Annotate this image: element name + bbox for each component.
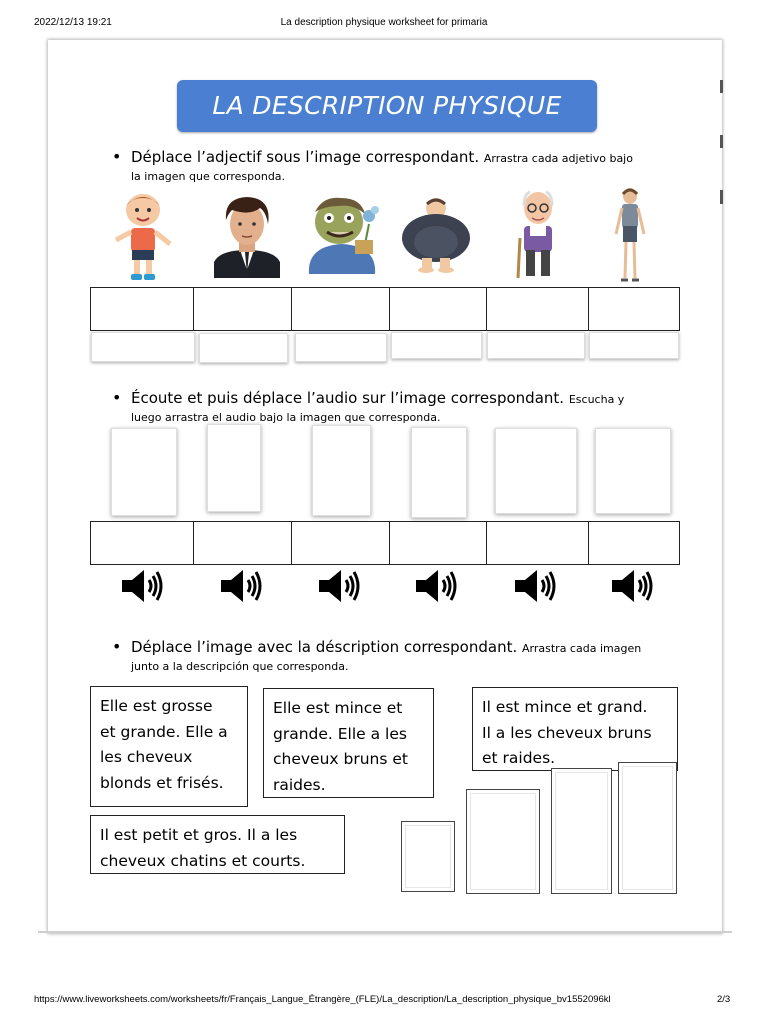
bullet: • bbox=[112, 388, 122, 407]
speaker-icon[interactable] bbox=[219, 568, 263, 604]
audio-cell-2[interactable] bbox=[193, 521, 292, 565]
audio-image-card-6[interactable] bbox=[595, 428, 671, 514]
edge-tick bbox=[720, 190, 723, 204]
description-box-3 bbox=[472, 687, 678, 771]
boy-figure bbox=[112, 188, 174, 282]
speaker-icon[interactable] bbox=[120, 568, 164, 604]
description-line: Il est petit et gros. Il a les bbox=[100, 826, 298, 844]
description-line: Il a les cheveux bruns bbox=[482, 723, 652, 742]
audio-image-card-5[interactable] bbox=[495, 428, 577, 514]
print-url: https://www.liveworksheets.com/worksheets/fr/Français_Langue_Étrangère_(FLE)/La_description/La_description_physique_bv1552096kl bbox=[34, 994, 611, 1005]
audio-cell-1[interactable] bbox=[90, 521, 194, 565]
instruction-2-es-rest: luego arrastra el audio bajo la imagen que corresponda. bbox=[131, 411, 441, 424]
instruction-3-es-rest: junto a la descripción que corresponda. bbox=[131, 660, 349, 673]
instruction-1-es-rest: la imagen que corresponda. bbox=[131, 170, 286, 183]
print-date: 2022/12/13 19:21 bbox=[34, 17, 112, 28]
adjective-drag-box-1[interactable] bbox=[91, 332, 195, 362]
description-line: Elle est grosse bbox=[100, 697, 213, 715]
adjective-cell-2[interactable] bbox=[193, 287, 292, 331]
description-line: raides. bbox=[273, 775, 326, 794]
speaker-icon[interactable] bbox=[610, 568, 654, 604]
description-line: Il est mince et grand. bbox=[482, 698, 648, 716]
man-brown-hair-figure bbox=[210, 194, 284, 278]
image-drag-slot-3[interactable] bbox=[551, 768, 612, 894]
audio-image-card-1[interactable] bbox=[111, 428, 177, 516]
description-box-4 bbox=[90, 815, 345, 874]
adjective-drag-box-4[interactable] bbox=[391, 332, 482, 359]
instruction-1-es: Arrastra cada adjetivo bajo bbox=[483, 152, 633, 165]
audio-cell-4[interactable] bbox=[389, 521, 487, 565]
thin-man-figure bbox=[610, 186, 650, 286]
description-box-1 bbox=[90, 686, 248, 807]
image-drag-slot-2[interactable] bbox=[466, 789, 540, 894]
description-line: les cheveux bbox=[100, 748, 193, 766]
audio-cell-6[interactable] bbox=[588, 521, 680, 565]
speaker-icon[interactable] bbox=[414, 568, 458, 604]
worksheet-title: LA DESCRIPTION PHYSIQUE bbox=[177, 80, 597, 132]
speaker-icon[interactable] bbox=[513, 568, 557, 604]
audio-image-card-2[interactable] bbox=[207, 424, 261, 512]
print-title: La description physique worksheet for primaria bbox=[280, 17, 488, 28]
instruction-2-es: Escucha y bbox=[568, 393, 625, 406]
instruction-3-es: Arrastra cada imagen bbox=[522, 642, 642, 655]
audio-cell-5[interactable] bbox=[486, 521, 589, 565]
audio-cell-3[interactable] bbox=[291, 521, 390, 565]
instruction-1-fr: Déplace l’adjectif sous l’image correspondant. bbox=[131, 148, 480, 166]
print-page-number: 2/3 bbox=[717, 994, 731, 1005]
description-line: grande. Elle a les bbox=[273, 724, 407, 743]
instruction-2-fr: Écoute et puis déplace l’audio sur l’image correspondant. bbox=[131, 389, 565, 407]
edge-tick bbox=[720, 80, 723, 93]
description-line: Elle est mince et bbox=[273, 699, 403, 717]
fat-man-figure bbox=[400, 194, 472, 274]
ogre-figure bbox=[303, 194, 381, 274]
adjective-cell-4[interactable] bbox=[389, 287, 487, 331]
audio-image-card-4[interactable] bbox=[411, 427, 467, 518]
adjective-drag-box-5[interactable] bbox=[487, 332, 585, 359]
adjective-drag-box-3[interactable] bbox=[295, 333, 387, 362]
image-drag-slot-4[interactable] bbox=[618, 762, 677, 894]
description-line: blonds et frisés. bbox=[100, 773, 224, 792]
image-drag-slot-1[interactable] bbox=[401, 821, 455, 892]
page-divider bbox=[38, 931, 732, 933]
edge-tick bbox=[720, 135, 723, 148]
adjective-cell-5[interactable] bbox=[486, 287, 589, 331]
speaker-icon[interactable] bbox=[317, 568, 361, 604]
adjective-drag-box-6[interactable] bbox=[589, 332, 679, 359]
description-box-2 bbox=[263, 688, 434, 798]
adjective-cell-3[interactable] bbox=[291, 287, 390, 331]
description-line: cheveux bruns et bbox=[273, 750, 408, 768]
instruction-3-fr: Déplace l’image avec la déscription correspondant. bbox=[131, 638, 518, 656]
adjective-cell-6[interactable] bbox=[588, 287, 680, 331]
adjective-cell-1[interactable] bbox=[90, 287, 194, 331]
description-line: et raides. bbox=[482, 749, 556, 767]
description-line: cheveux chatins et courts. bbox=[100, 851, 306, 870]
audio-image-card-3[interactable] bbox=[312, 425, 371, 516]
bullet: • bbox=[112, 147, 122, 166]
old-man-figure bbox=[512, 188, 562, 280]
adjective-drag-box-2[interactable] bbox=[199, 333, 288, 363]
bullet: • bbox=[112, 637, 122, 656]
description-line: et grande. Elle a bbox=[100, 722, 228, 741]
